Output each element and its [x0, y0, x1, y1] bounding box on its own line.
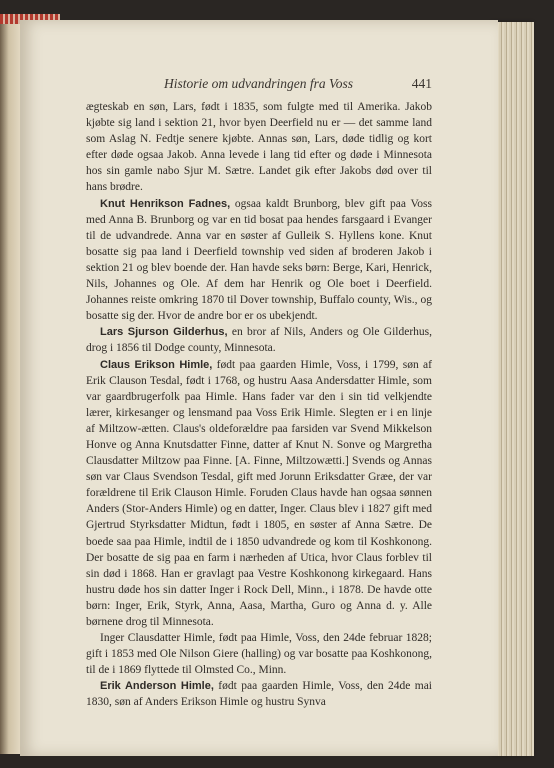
body-text: [86, 99, 432, 711]
paragraph: [86, 678, 432, 710]
book-left-edge: [0, 14, 22, 754]
paragraph-text: ogsaa kaldt Brunborg, blev gift paa Voss med Anna B. Brunborg og var en tid bosat paa hendes farsgaard i Evanger til de udvandrede. Anna var en søster af Gulleik S. Hyllens kone. Knut bosatte sig paa land i Deerfield township ved siden af broderen Jakob i sektion 21 og blev boende der. Han havde seks børn: Berge, Kari, Henrick, Nils, Johannes og Ole. Af dem har Henrik og Ole boet i Deerfield. Johannes reiste omkring 1870 til Dover township, Buffalo county, Wis., og bosatte sig der. Hvor de andre bor er os ubekjendt.: [86, 197, 432, 323]
paragraph: [86, 99, 432, 196]
page-number: 441: [411, 76, 432, 91]
running-head: [86, 76, 432, 96]
paragraph: [86, 357, 432, 631]
person-name-heading: Erik Anderson Himle,: [100, 680, 214, 693]
paragraph: [86, 324, 432, 356]
paragraph-text: født paa gaarden Himle, Voss, den 24de mai 1830, søn af Anders Erikson Himle og hustru Synva: [86, 680, 433, 709]
paragraph-text: en bror af Nils, Anders og Ole Gilderhus, drog i 1856 til Dodge county, Minnesota.: [86, 326, 432, 355]
paragraph-text: ægteskab en søn, Lars, født i 1835, som fulgte med til Amerika. Jakob kjøbte sig land i sektion 21, hvor byen Deerfield nu er — det samme land som Aslag N. Fedtje senere kjøbte. Annas søn, Lars, døde tidlig og kort efter døde ogsaa Jakob. Anna levede i lang tid efter og døde i Minnesota hos sin gamle nabo Sjur M. Sætre. Landet gik efter Jakobs død over til hans brødre.: [86, 101, 432, 194]
person-name-heading: Lars Sjurson Gilderhus,: [100, 326, 228, 339]
person-name-heading: Knut Henrikson Fadnes,: [100, 197, 231, 210]
paragraph-text: født paa gaarden Himle, Voss, i 1799, søn af Erik Clauson Tesdal, født i 1768, og hustru Aasa Andersdatter Himle, som var gaardbrugerfolk paa Himle. Hans fader var den i sin tid velkjendte lærer, kirkesanger og lensmand paa Voss Erik Himle. Slegten er i en linje af Miltzow-ætten. Claus's oldeforældre paa farsiden var Svend Mikkelson Honve og Anna Knutsdatter Finne, datter af Knut N. Sonve og Margretha Clausdatter Miltzow paa Finne. [A. Finne, Miltzowætti.] Svends og Annas søn var Claus Svendson Tesdal, gift med Jorunn Eriksdatter Græe, der var forældrene til Erik Clauson Himle. Foruden Claus havde han ogsaa sønnen Anders (Stor-Anders Himle) og en datter, Inger. Claus blev i 1827 gift med Gjertrud Styrksdatter Midtun, født i 1805, en søster af Anna Sætre. De boede saa paa Himle, indtil de i 1850 udvandrede og kom til Koshkonong. Der bosatte de sig paa en farm i nærheden af Utica, hvor Claus forblev til sin død i 1868. Han er gravlagt paa Vestre Koshkonong kirkegaard. Hans hustru døde hos sin datter Inger i Rock Dell, Minn., i 1878. De havde otte børn: Inger, Erik, Styrk, Anna, Aasa, Martha, Guro og Anna d. y. Alle børnene drog til Minnesota.: [86, 358, 432, 628]
running-head-title: Historie om udvandringen fra Voss: [164, 76, 353, 91]
paragraph: [86, 196, 432, 325]
paragraph: [86, 630, 432, 678]
paragraph-text: Inger Clausdatter Himle, født paa Himle, Voss, den 24de februar 1828; gift i 1853 med Ole Nilson Giere (halling) og var bosatte paa Koshkonong, til de i 1869 flyttede til Olmsted Co., Minn.: [86, 632, 432, 677]
person-name-heading: Claus Erikson Himle,: [100, 358, 213, 371]
page-edges: [494, 22, 534, 756]
